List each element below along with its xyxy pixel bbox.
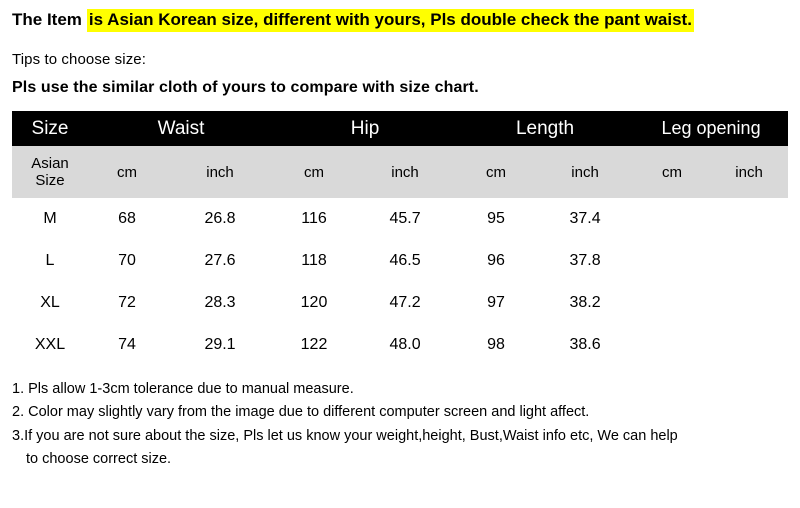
- cell-hip-inch: 47.2: [389, 294, 421, 311]
- cell-waist-cm: 72: [118, 294, 136, 311]
- unit-leg-cm: cm: [662, 163, 683, 181]
- cell-length-inch: 37.8: [569, 252, 601, 269]
- asian-label-line2: Size: [35, 172, 65, 189]
- table-row: [12, 240, 788, 282]
- table-row: [12, 324, 788, 366]
- unit-length-cm: cm: [486, 163, 507, 181]
- cell-size: XXL: [34, 336, 66, 353]
- cell-waist-cm: 74: [118, 336, 136, 353]
- tips-line: Tips to choose size:: [12, 51, 147, 68]
- cell-size: XL: [40, 294, 60, 311]
- table-unit-row: [12, 146, 788, 198]
- cell-leg-inch: [710, 198, 788, 240]
- unit-length-inch: inch: [571, 163, 599, 181]
- table-row: [12, 198, 788, 240]
- cell-waist-cm: 70: [118, 252, 136, 269]
- header-hip: Hip: [350, 117, 380, 139]
- cell-length-inch: 38.6: [569, 336, 601, 353]
- cell-hip-inch: 48.0: [389, 336, 421, 353]
- cell-waist-inch: 26.8: [204, 210, 236, 227]
- cell-waist-inch: 27.6: [204, 252, 236, 269]
- note-sizing-help: 3.If you are not sure about the size, Pls let us know your weight,height, Bust,Waist info etc, We can help: [12, 427, 678, 444]
- cell-length-cm: 95: [487, 210, 505, 227]
- cell-length-cm: 97: [487, 294, 505, 311]
- cell-leg-cm: [634, 282, 710, 324]
- table-row: [12, 282, 788, 324]
- cell-length-cm: 96: [487, 252, 505, 269]
- cell-leg-inch: [710, 282, 788, 324]
- unit-leg-inch: inch: [735, 163, 763, 181]
- notice-highlight-text: is Asian Korean size, different with yours, Pls double check the pant waist.: [87, 9, 694, 32]
- header-waist: Waist: [157, 117, 205, 139]
- notice-lead-text: The Item: [12, 10, 82, 29]
- size-chart-table: [12, 111, 788, 366]
- cell-waist-inch: 29.1: [204, 336, 236, 353]
- cell-length-inch: 37.4: [569, 210, 601, 227]
- size-notice: [12, 0, 788, 32]
- cell-leg-cm: [634, 324, 710, 366]
- unit-hip-inch: inch: [391, 163, 419, 181]
- note-tolerance: 1. Pls allow 1-3cm tolerance due to manual measure.: [12, 381, 354, 397]
- notes-section: [12, 378, 788, 472]
- cell-leg-cm: [634, 198, 710, 240]
- cell-leg-inch: [710, 240, 788, 282]
- cell-hip-cm: 120: [300, 294, 328, 311]
- header-leg-opening: Leg opening: [661, 118, 761, 138]
- cell-waist-inch: 28.3: [204, 294, 236, 311]
- cell-waist-cm: 68: [118, 210, 136, 227]
- cell-hip-inch: 45.7: [389, 210, 421, 227]
- cell-length-cm: 98: [487, 336, 505, 353]
- cell-hip-cm: 116: [301, 210, 327, 227]
- table-header-row: [12, 111, 788, 146]
- cell-leg-inch: [710, 324, 788, 366]
- cell-leg-cm: [634, 240, 710, 282]
- header-length: Length: [515, 117, 575, 139]
- asian-label-line1: Asian: [31, 154, 69, 172]
- tips-compare-line: Pls use the similar cloth of yours to compare with size chart.: [12, 79, 479, 96]
- note-sizing-help-cont: to choose correct size.: [26, 451, 172, 468]
- unit-asian-size: [12, 146, 88, 198]
- cell-hip-inch: 46.5: [389, 252, 421, 269]
- unit-waist-cm: cm: [117, 163, 137, 181]
- unit-hip-cm: cm: [304, 163, 325, 181]
- cell-hip-cm: 122: [300, 336, 328, 353]
- cell-hip-cm: 118: [301, 252, 327, 269]
- header-size: Size: [31, 117, 69, 139]
- unit-waist-inch: inch: [206, 163, 234, 181]
- cell-size: M: [43, 210, 57, 227]
- note-color: 2. Color may slightly vary from the image due to different computer screen and light affect.: [12, 404, 590, 421]
- cell-length-inch: 38.2: [569, 294, 601, 311]
- cell-size: L: [45, 252, 55, 269]
